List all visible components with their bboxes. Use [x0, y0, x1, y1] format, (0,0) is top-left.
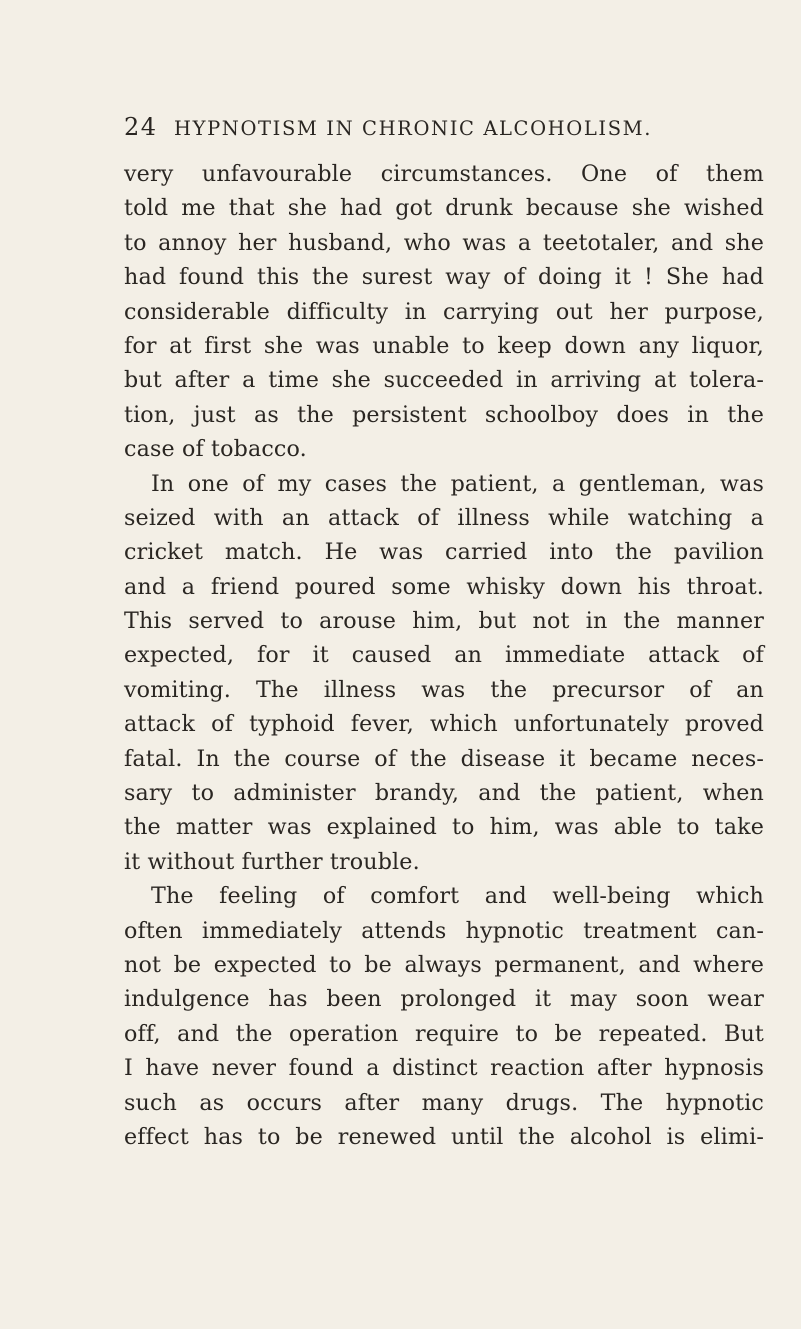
text-line: indulgence has been prolonged it may soon wear: [124, 986, 764, 1013]
text-line: off, and the operation require to be repeated. But: [124, 1020, 764, 1047]
text-line: such as occurs after many drugs. The hypnotic: [124, 1089, 764, 1116]
text-line: to annoy her husband, who was a teetotaler, and she: [124, 229, 764, 256]
text-line: but after a time she succeeded in arriving at tolera-: [124, 367, 764, 394]
text-line: attack of typhoid fever, which unfortunately proved: [124, 711, 764, 738]
text-line: not be expected to be always permanent, and where: [124, 951, 764, 978]
text-line: for at first she was unable to keep down any liquor,: [124, 332, 764, 359]
text-line: often immediately attends hypnotic treatment can-: [124, 917, 764, 944]
text-line: cricket match. He was carried into the pavilion: [124, 539, 764, 566]
text-line: fatal. In the course of the disease it became neces-: [124, 745, 764, 772]
text-line: considerable difficulty in carrying out her purpose,: [124, 298, 764, 325]
text-line: it without further trouble.: [124, 848, 420, 875]
text-line: had found this the surest way of doing it ! She had: [124, 264, 764, 291]
text-line: The feeling of comfort and well-being which: [151, 883, 764, 910]
text-line: tion, just as the persistent schoolboy does in the: [124, 401, 764, 428]
text-line: expected, for it caused an immediate attack of: [124, 642, 764, 669]
page-number: 24: [124, 113, 158, 141]
text-line: and a friend poured some whisky down his throat.: [124, 573, 764, 600]
text-line: case of tobacco.: [124, 436, 307, 463]
text-line: seized with an attack of illness while watching a: [124, 504, 764, 531]
text-line: the matter was explained to him, was able to take: [124, 814, 764, 841]
running-head: [124, 112, 764, 142]
text-line: In one of my cases the patient, a gentleman, was: [151, 470, 764, 497]
text-line: sary to administer brandy, and the patient, when: [124, 780, 764, 807]
text-line: effect has to be renewed until the alcohol is elimi-: [124, 1123, 764, 1150]
text-line: I have never found a distinct reaction after hypnosis: [124, 1055, 764, 1082]
body-text: [124, 157, 764, 1154]
text-line: told me that she had got drunk because she wished: [124, 195, 764, 222]
text-line: very unfavourable circumstances. One of them: [124, 161, 764, 187]
text-line: vomiting. The illness was the precursor of an: [124, 676, 764, 703]
text-line: This served to arouse him, but not in the manner: [124, 608, 764, 635]
running-title: HYPNOTISM IN CHRONIC ALCOHOLISM.: [174, 117, 653, 140]
